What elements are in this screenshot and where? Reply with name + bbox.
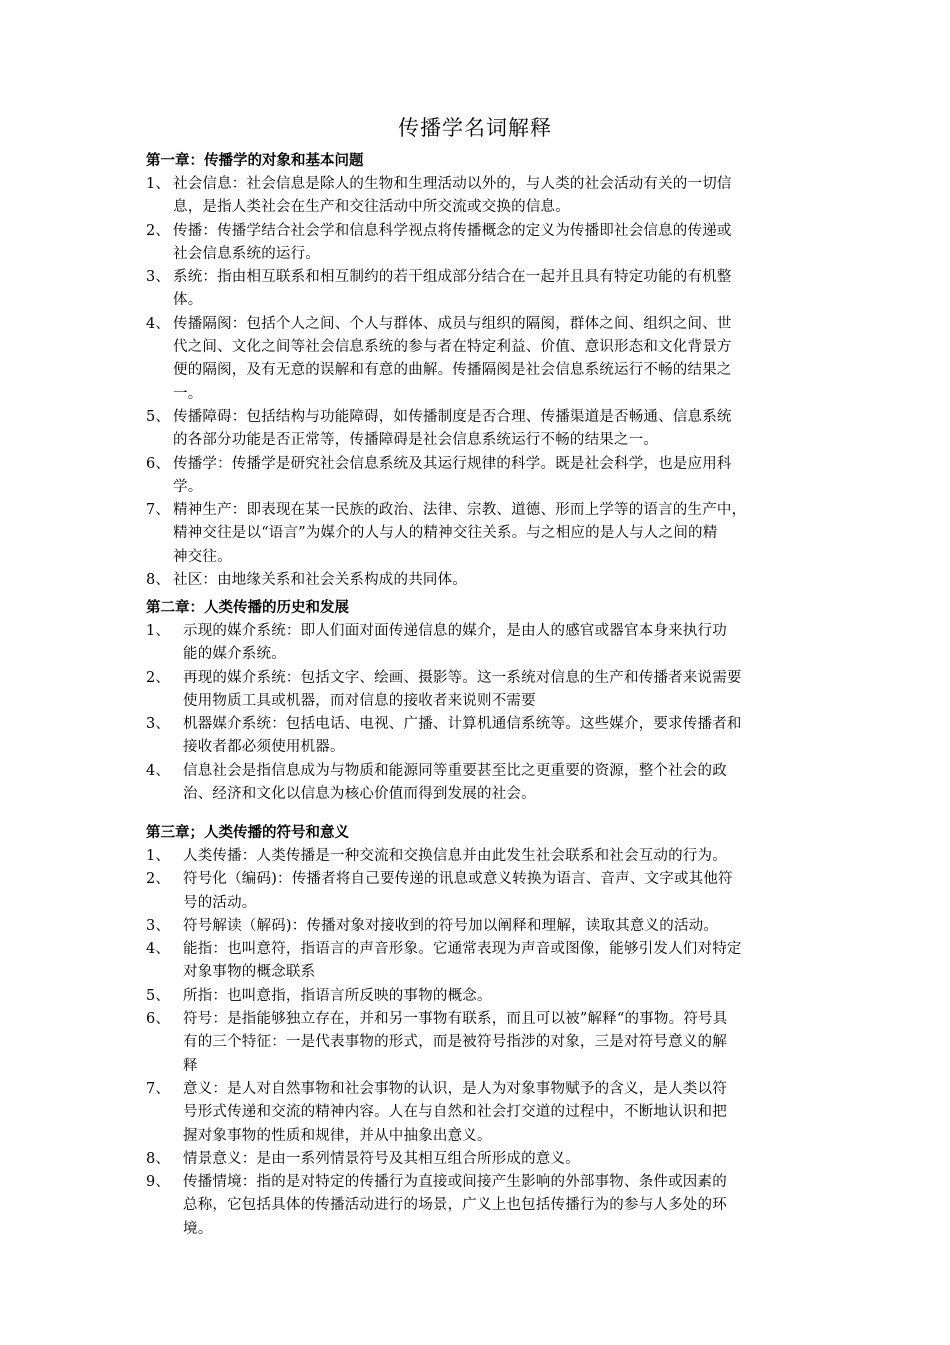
definition-line: 传播：传播学结合社会学和信息科学视点将传播概念的定义为传播即社会信息的传递或 xyxy=(173,222,732,239)
term-entry xyxy=(146,760,826,807)
definition-line: 传播隔阂：包括个人之间、个人与群体、成员与组织的隔阂，群体之间、组织之间、世 xyxy=(173,315,732,332)
entry-number: 2、 xyxy=(146,669,171,686)
chapter-heading: 第二章：人类传播的历史和发展 xyxy=(146,600,349,616)
entry-definition xyxy=(183,1148,826,1171)
entry-number: 8、 xyxy=(146,1150,171,1167)
term-entry xyxy=(146,499,826,569)
entry-number: 3、 xyxy=(146,269,171,286)
term-entry xyxy=(146,985,826,1008)
entry-definition xyxy=(183,1171,826,1241)
definition-line: 治、经济和文化以信息为核心价值而得到发展的社会。 xyxy=(183,786,536,803)
definition-line: 意义：是人对自然事物和社会事物的认识，是人为对象事物赋予的含义，是人类以符 xyxy=(183,1080,727,1097)
chapter-heading: 第三章；人类传播的符号和意义 xyxy=(146,825,349,841)
entry-number: 1、 xyxy=(146,176,171,192)
term-entry xyxy=(146,620,826,667)
entry-list xyxy=(146,620,826,806)
definition-line: 能的媒介系统。 xyxy=(183,646,286,663)
definition-line: 息，是指人类社会在生产和交往活动中所交流或交换的信息。 xyxy=(173,199,570,216)
definition-line: 学。 xyxy=(173,478,203,495)
term-entry xyxy=(146,313,826,406)
entry-definition xyxy=(183,845,826,868)
entry-list xyxy=(146,173,826,592)
definition-line: 神交往。 xyxy=(173,548,232,565)
term-entry xyxy=(146,1148,826,1171)
entry-number: 9、 xyxy=(146,1174,171,1191)
entry-number: 6、 xyxy=(146,1011,171,1028)
entry-definition xyxy=(173,220,826,267)
entry-definition xyxy=(173,313,826,406)
entry-number: 3、 xyxy=(146,917,171,934)
entry-number: 2、 xyxy=(146,222,171,239)
term-entry xyxy=(146,406,826,453)
definition-line: 号形式传递和交流的精神内容。人在与自然和社会打交道的过程中，不断地认识和把 xyxy=(183,1104,727,1121)
entry-number: 4、 xyxy=(146,762,171,779)
definition-line: 传播障碍：包括结构与功能障碍，如传播制度是否合理、传播渠道是否畅通、信息系统 xyxy=(173,408,732,425)
entry-number: 7、 xyxy=(146,1080,171,1097)
entry-definition xyxy=(183,915,826,938)
definition-line: 使用物质工具或机器，而对信息的接收者来说则不需要 xyxy=(183,692,536,709)
definition-line: 能指：也叫意符，指语言的声音形象。它通常表现为声音或图像，能够引发人们对特定 xyxy=(183,941,742,958)
entry-definition xyxy=(183,713,826,760)
definition-line: 号的活动。 xyxy=(183,894,257,911)
definition-line: 社区：由地缘关系和社会关系构成的共同体。 xyxy=(173,572,467,589)
definition-line: 符号解读（解码)：传播对象对接收到的符号加以阐释和理解，读取其意义的活动。 xyxy=(183,917,719,934)
definition-line: 便的隔阂，及有无意的误解和有意的曲解。传播隔阂是社会信息系统运行不畅的结果之 xyxy=(173,362,732,379)
entry-number: 1、 xyxy=(146,848,171,864)
term-entry xyxy=(146,569,826,592)
term-entry xyxy=(146,868,826,915)
definition-line: 境。 xyxy=(183,1220,213,1237)
entry-number: 2、 xyxy=(146,871,171,888)
definition-line: 信息社会是指信息成为与物质和能源同等重要甚至比之更重要的资源，整个社会的政 xyxy=(183,762,727,779)
term-entry xyxy=(146,845,826,868)
definition-line: 社会信息系统的运行。 xyxy=(173,245,320,262)
term-entry xyxy=(146,1008,826,1078)
entry-definition xyxy=(183,620,826,667)
term-entry xyxy=(146,1078,826,1148)
term-entry xyxy=(146,667,826,714)
definition-line: 精神交往是以“语言”为媒介的人与人的精神交往关系。与之相应的是人与人之间的精 xyxy=(173,525,718,542)
entry-number: 1、 xyxy=(146,623,171,639)
definition-line: 接收者都必须使用机器。 xyxy=(183,739,345,756)
term-entry xyxy=(146,266,826,313)
chapter-2 xyxy=(146,597,826,806)
entry-definition xyxy=(183,938,826,985)
definition-line: 机器媒介系统：包括电话、电视、广播、计算机通信系统等。这些媒介，要求传播者和 xyxy=(183,716,742,733)
entry-list xyxy=(146,845,826,1241)
definition-line: 系统：指由相互联系和相互制约的若干组成部分结合在一起并且具有特定功能的有机整 xyxy=(173,269,732,286)
entry-number: 5、 xyxy=(146,987,171,1004)
definition-line: 再现的媒介系统：包括文字、绘画、摄影等。这一系统对信息的生产和传播者来说需要 xyxy=(183,669,742,686)
entry-definition xyxy=(173,266,826,313)
definition-line: 传播情境：指的是对特定的传播行为直接或间接产生影响的外部事物、条件或因素的 xyxy=(183,1174,727,1191)
definition-line: 符号化（编码)：传播者将自己要传递的讯息或意义转换为语言、音声、文字或其他符 xyxy=(183,871,733,888)
chapter-1 xyxy=(146,150,826,592)
definition-line: 握对象事物的性质和规律，并从中抽象出意义。 xyxy=(183,1127,492,1144)
entry-definition xyxy=(173,406,826,453)
definition-line: 符号：是指能够独立存在，并和另一事物有联系，而且可以被”解释“的事物。符号具 xyxy=(183,1011,728,1028)
definition-line: 传播学：传播学是研究社会信息系统及其运行规律的科学。既是社会科学，也是应用科 xyxy=(173,455,732,472)
entry-number: 4、 xyxy=(146,941,171,958)
term-entry xyxy=(146,915,826,938)
definition-line: 释 xyxy=(183,1057,198,1074)
entry-definition xyxy=(173,453,826,500)
definition-line: 总称，它包括具体的传播活动进行的场景，广义上也包括传播行为的参与人多处的环 xyxy=(183,1197,727,1214)
definition-line: 示现的媒介系统：即人们面对面传递信息的媒介，是由人的感官或器官本身来执行功 xyxy=(183,623,727,639)
definition-line: 社会信息：社会信息是除人的生物和生理活动以外的，与人类的社会活动有关的一切信 xyxy=(173,176,732,192)
term-entry xyxy=(146,173,826,220)
entry-definition xyxy=(173,173,826,220)
term-entry xyxy=(146,713,826,760)
entry-definition xyxy=(183,1078,826,1148)
entry-number: 3、 xyxy=(146,716,171,733)
term-entry xyxy=(146,938,826,985)
entry-number: 4、 xyxy=(146,315,171,332)
term-entry xyxy=(146,1171,826,1241)
definition-line: 对象事物的概念联系 xyxy=(183,964,316,981)
entry-definition xyxy=(173,499,826,569)
entry-number: 7、 xyxy=(146,502,171,519)
definition-line: 情景意义：是由一系列情景符号及其相互组合所形成的意义。 xyxy=(183,1150,580,1167)
definition-line: 代之间、文化之间等社会信息系统的参与者在特定利益、价值、意识形态和文化背景方 xyxy=(173,339,732,356)
entry-number: 5、 xyxy=(146,408,171,425)
definition-line: 的各部分功能是否正常等，传播障碍是社会信息系统运行不畅的结果之一。 xyxy=(173,432,659,449)
entry-number: 8、 xyxy=(146,572,171,589)
chapter-heading: 第一章：传播学的对象和基本问题 xyxy=(146,153,364,169)
document-title: 传播学名词解释 xyxy=(398,116,552,140)
definition-line: 一。 xyxy=(173,385,203,402)
entry-definition xyxy=(183,985,826,1008)
entry-definition xyxy=(183,667,826,714)
entry-number: 6、 xyxy=(146,455,171,472)
term-entry xyxy=(146,220,826,267)
definition-line: 所指：也叫意指，指语言所反映的事物的概念。 xyxy=(183,987,492,1004)
entry-definition xyxy=(173,569,826,592)
definition-line: 人类传播：人类传播是一种交流和交换信息并由此发生社会联系和社会互动的行为。 xyxy=(183,848,727,864)
entry-definition xyxy=(183,868,826,915)
definition-line: 体。 xyxy=(173,292,203,309)
definition-line: 精神生产：即表现在某一民族的政治、法律、宗教、道德、形而上学等的语言的生产中， xyxy=(173,502,747,519)
entry-definition xyxy=(183,760,826,807)
term-entry xyxy=(146,453,826,500)
chapter-3 xyxy=(146,822,826,1241)
entry-definition xyxy=(183,1008,826,1078)
definition-line: 有的三个特征：一是代表事物的形式，而是被符号指涉的对象，三是对符号意义的解 xyxy=(183,1034,727,1051)
